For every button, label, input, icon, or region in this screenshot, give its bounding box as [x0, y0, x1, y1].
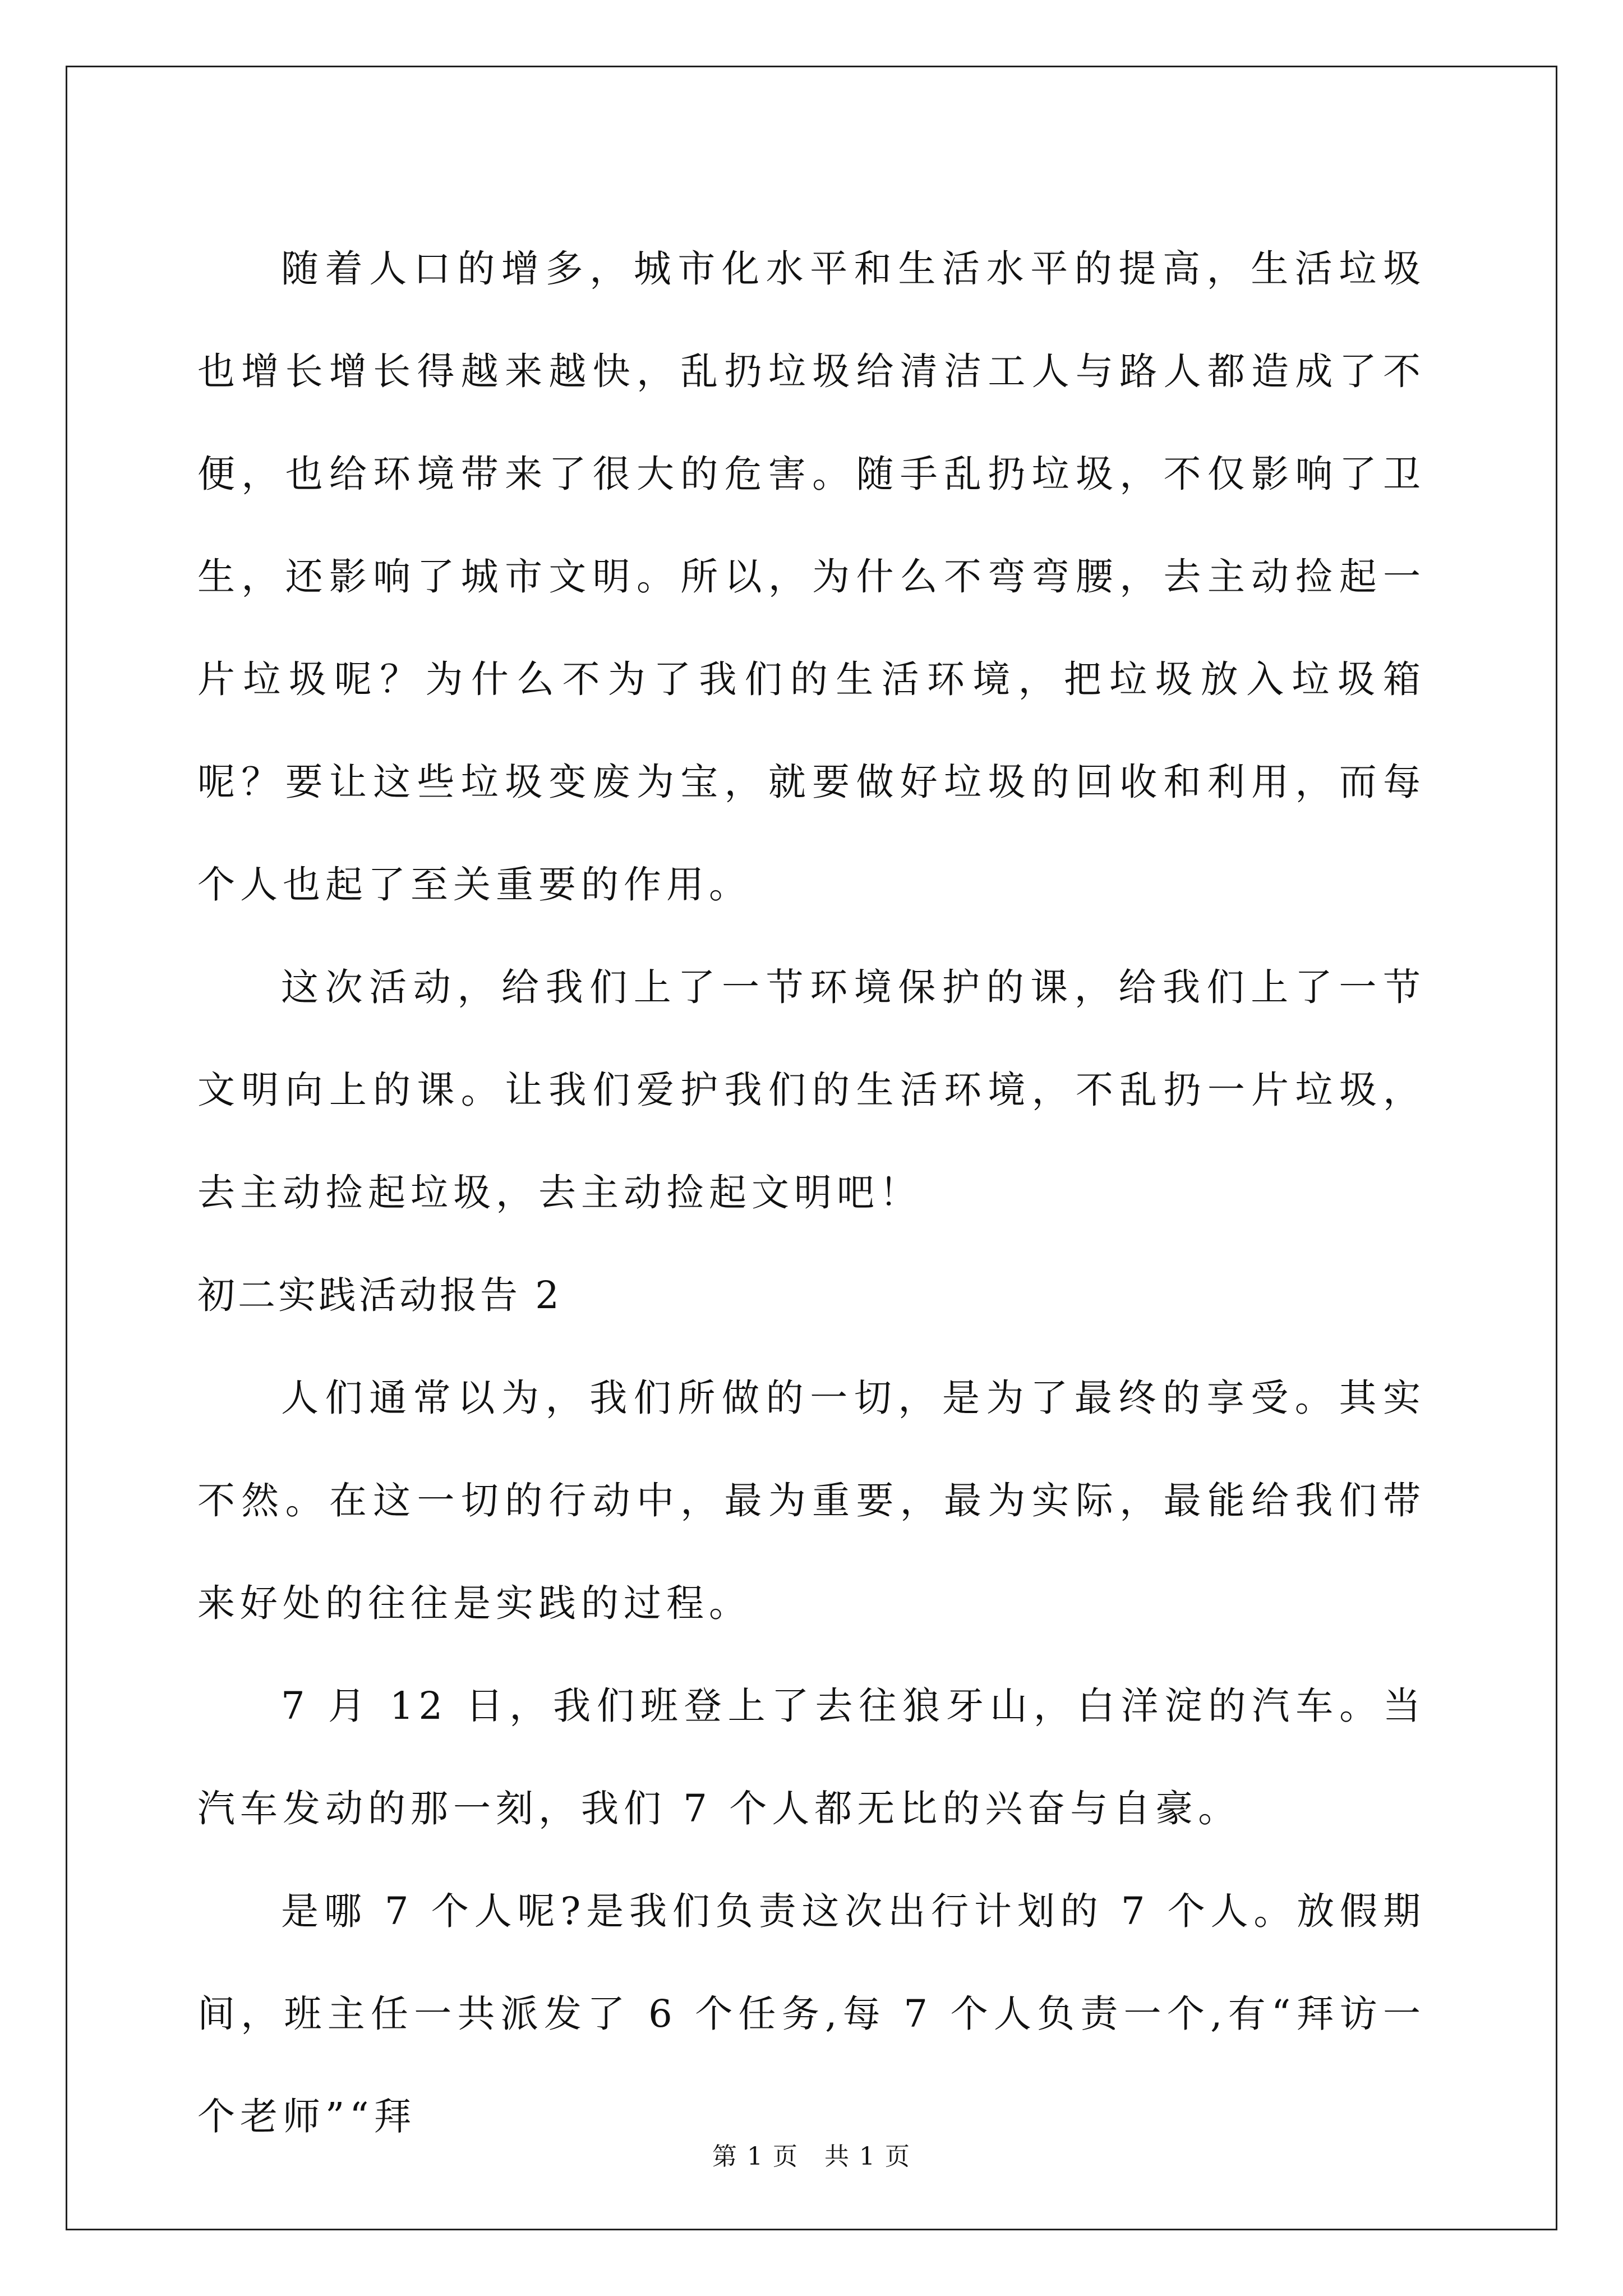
paragraph: 7 月 12 日，我们班登上了去往狼牙山，白洋淀的汽车。当汽车发动的那一刻，我们 7 个人都无比的兴奋与自豪。	[197, 1684, 1426, 1830]
paragraph: 随着人口的增多，城市化水平和生活水平的提高，生活垃圾也增长增长得越来越快，乱扔垃圾给清洁工人与路人都造成了不便，也给环境带来了很大的危害。随手乱扔垃圾，不仅影响了卫生，还影响了城市文明。所以，为什么不弯弯腰，去主动捡起一片垃圾呢？为什么不为了我们的生活环境，把垃圾放入垃圾箱呢？要让这些垃圾变废为宝，就要做好垃圾的回收和利用，而每个人也起了至关重要的作用。	[197, 247, 1426, 907]
paragraph: 是哪 7 个人呢?是我们负责这次出行计划的 7 个人。放假期间，班主任一共派发了 6 个任务,每 7 个人负责一个,有“拜访一个老师”“拜	[197, 1889, 1426, 2138]
page-footer: 第 1 页 共 1 页	[712, 2142, 911, 2171]
paragraph: 人们通常以为，我们所做的一切，是为了最终的享受。其实不然。在这一切的行动中，最为重要，最为实际，最能给我们带来好处的往往是实践的过程。	[197, 1376, 1426, 1625]
document-body	[197, 218, 1426, 2168]
section-heading: 初二实践活动报告 2	[197, 1273, 562, 1317]
paragraph: 这次活动，给我们上了一节环境保护的课，给我们上了一节文明向上的课。让我们爱护我们的生活环境，不乱扔一片垃圾，去主动捡起垃圾，去主动捡起文明吧！	[197, 965, 1426, 1214]
